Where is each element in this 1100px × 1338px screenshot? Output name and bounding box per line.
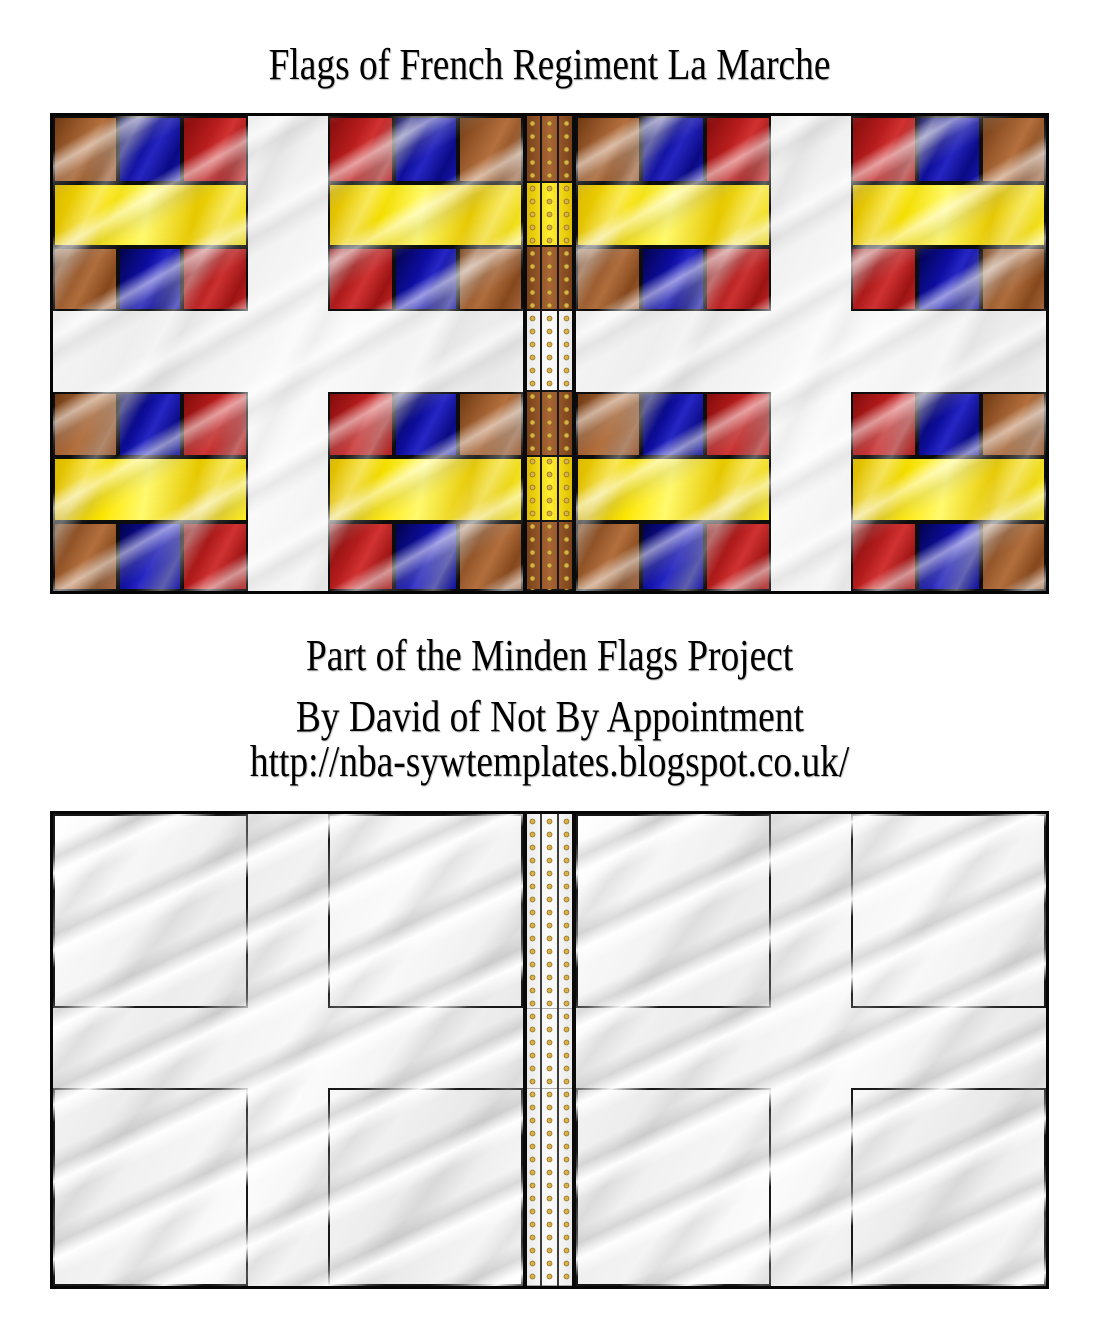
blue-square: [917, 522, 982, 591]
brown-square: [53, 522, 118, 591]
yellow-bar-hoist: [53, 457, 248, 521]
ordonnance-colour-left-panel: [53, 116, 523, 591]
sleeve-seam-line: [540, 116, 542, 591]
red-square: [182, 392, 248, 457]
page-title-text: Flags of French Regiment La Marche: [269, 40, 831, 89]
credit-project-text: Part of the Minden Flags Project: [306, 631, 794, 680]
red-square: [705, 116, 771, 183]
red-square: [328, 247, 394, 311]
brown-square: [981, 116, 1046, 183]
credit-author-text: By David of Not By Appointment: [295, 692, 805, 741]
white-quarter-lower-hoist: [576, 1088, 771, 1286]
red-square: [182, 116, 248, 183]
blue-square: [394, 522, 459, 591]
blue-square: [118, 522, 183, 591]
yellow-bar-hoist: [576, 183, 771, 246]
blue-square: [394, 116, 459, 183]
page-title: [0, 40, 1100, 90]
credit-project: [0, 631, 1100, 681]
white-quarter-lower-fly: [328, 1088, 523, 1286]
brown-square: [53, 392, 118, 457]
sleeve-seam-line: [557, 814, 559, 1286]
brown-square: [981, 247, 1046, 311]
colonel-flag-pair: [50, 811, 1049, 1289]
blue-square: [118, 116, 183, 183]
red-square: [851, 392, 917, 457]
red-square: [851, 247, 917, 311]
red-square: [705, 247, 771, 311]
blue-square: [394, 247, 459, 311]
gold-nail-column: [563, 815, 570, 1285]
blue-square: [118, 247, 183, 311]
red-square: [851, 522, 917, 591]
blue-square: [917, 392, 982, 457]
brown-square: [981, 522, 1046, 591]
brown-square: [53, 247, 118, 311]
red-square: [328, 392, 394, 457]
colonel-colour-left-panel: [53, 814, 523, 1286]
sleeve-seam-line: [540, 814, 542, 1286]
gold-nail-column: [529, 815, 536, 1285]
white-quarter-lower-hoist: [53, 1088, 248, 1286]
brown-square: [458, 522, 523, 591]
blue-square: [118, 392, 183, 457]
brown-square: [458, 116, 523, 183]
credit-author: [0, 694, 1100, 740]
gold-nail-column: [529, 117, 536, 590]
yellow-bar-fly: [851, 183, 1046, 246]
blue-square: [641, 522, 706, 591]
brown-square: [576, 392, 641, 457]
yellow-bar-hoist: [53, 183, 248, 246]
yellow-bar-hoist: [576, 457, 771, 521]
red-square: [328, 522, 394, 591]
gold-nail-column: [546, 815, 553, 1285]
credit-url-text: http://nba-sywtemplates.blogspot.co.uk/: [250, 737, 850, 786]
white-quarter-lower-fly: [851, 1088, 1046, 1286]
brown-square: [458, 392, 523, 457]
colonel-colour-right-panel: [576, 814, 1046, 1286]
red-square: [705, 392, 771, 457]
red-square: [328, 116, 394, 183]
sleeve-seam-line: [557, 116, 559, 591]
white-quarter-upper-fly: [328, 814, 523, 1008]
brown-square: [576, 247, 641, 311]
blue-square: [394, 392, 459, 457]
blue-square: [641, 392, 706, 457]
white-quarter-upper-fly: [851, 814, 1046, 1008]
red-square: [182, 522, 248, 591]
yellow-bar-fly: [328, 457, 523, 521]
credit-url: [0, 739, 1100, 785]
colonel-colour-pole-sleeve: [523, 814, 576, 1286]
red-square: [705, 522, 771, 591]
red-square: [851, 116, 917, 183]
brown-square: [458, 247, 523, 311]
white-quarter-upper-hoist: [53, 814, 248, 1008]
brown-square: [576, 522, 641, 591]
gold-nail-column: [546, 117, 553, 590]
ordonnance-colour-pole-sleeve: [523, 116, 576, 591]
gold-nail-column: [563, 117, 570, 590]
yellow-bar-fly: [328, 183, 523, 246]
blue-square: [641, 247, 706, 311]
blue-square: [917, 116, 982, 183]
brown-square: [981, 392, 1046, 457]
blue-square: [641, 116, 706, 183]
brown-square: [53, 116, 118, 183]
blue-square: [917, 247, 982, 311]
yellow-bar-fly: [851, 457, 1046, 521]
ordonnance-flag-pair: [50, 113, 1049, 594]
white-quarter-upper-hoist: [576, 814, 771, 1008]
brown-square: [576, 116, 641, 183]
red-square: [182, 247, 248, 311]
ordonnance-colour-right-panel: [576, 116, 1046, 591]
